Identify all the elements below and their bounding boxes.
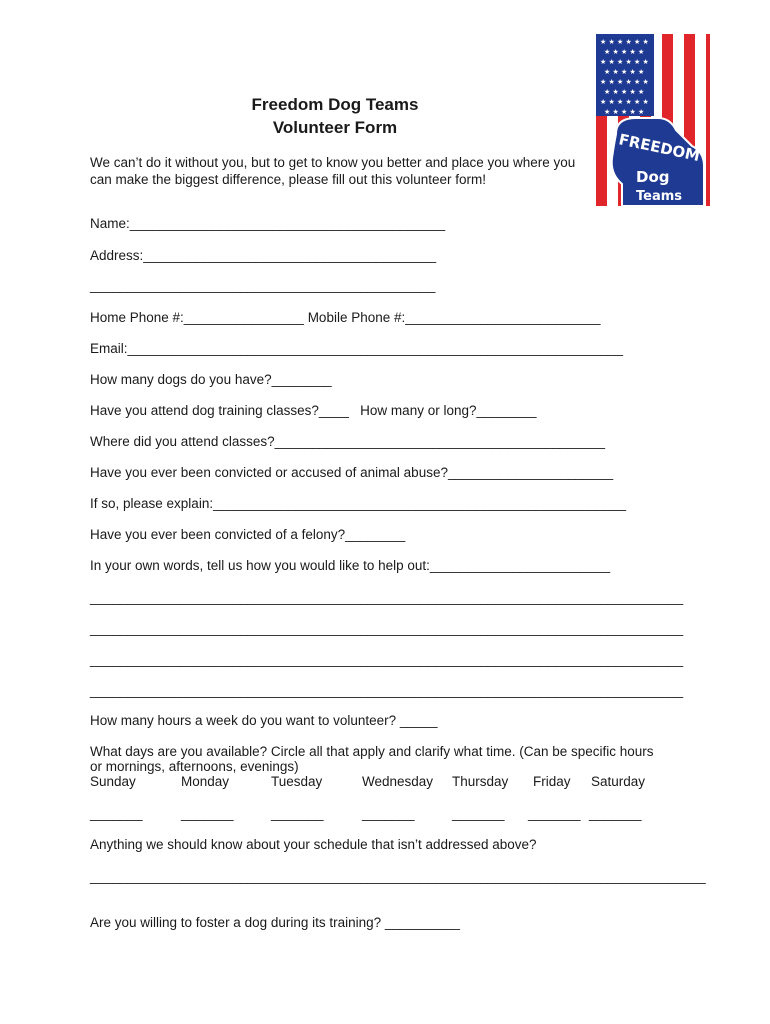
day-time-blank[interactable]: _______ <box>362 806 415 821</box>
schedule-answer-line[interactable]: __________________________________________________________________________________ <box>90 869 706 884</box>
day-monday[interactable]: Monday <box>181 774 230 789</box>
help-answer-line[interactable]: _______________________________________________________________________________ <box>90 621 684 636</box>
day-friday[interactable]: Friday <box>533 774 571 789</box>
dogs-count-field[interactable]: How many dogs do you have?________ <box>90 372 332 387</box>
day-thursday[interactable]: Thursday <box>452 774 509 789</box>
logo-text-dog: Dog <box>636 168 670 186</box>
day-time-blank[interactable]: _______ <box>528 806 581 821</box>
svg-text:★ ★ ★ ★ ★ ★: ★ ★ ★ ★ ★ ★ <box>600 78 649 86</box>
animal-abuse-field[interactable]: Have you ever been convicted or accused of animal abuse?______________________ <box>90 465 614 480</box>
help-answer-line[interactable]: _______________________________________________________________________________ <box>90 683 684 698</box>
address-field[interactable]: Address:_______________________________________ <box>90 248 437 263</box>
svg-text:★ ★ ★ ★ ★: ★ ★ ★ ★ ★ <box>604 88 645 96</box>
day-time-blank[interactable]: _______ <box>90 806 143 821</box>
help-answer-line[interactable]: _______________________________________________________________________________ <box>90 590 684 605</box>
day-saturday[interactable]: Saturday <box>591 774 646 789</box>
day-wednesday[interactable]: Wednesday <box>362 774 434 789</box>
help-out-field[interactable]: In your own words, tell us how you would like to help out:________________________ <box>90 558 611 573</box>
days-question-line1: What days are you available? Circle all that apply and clarify what time. (Can be specific hours <box>90 744 654 759</box>
page-subtitle: Volunteer Form <box>272 118 398 137</box>
felony-field[interactable]: Have you ever been convicted of a felony?________ <box>90 527 406 542</box>
day-time-blank[interactable]: _______ <box>589 806 642 821</box>
day-time-blank[interactable]: _______ <box>181 806 234 821</box>
logo-text-teams: Teams <box>636 189 683 204</box>
page-title: Freedom Dog Teams <box>251 95 419 114</box>
class-location-field[interactable]: Where did you attend classes?____________________________________________ <box>90 434 605 449</box>
day-sunday[interactable]: Sunday <box>90 774 136 789</box>
intro-text: We can’t do it without you, but to get to know you better and place you where you can make the biggest difference, please fill out this volunteer form! <box>90 155 576 187</box>
logo-text-freedom: FREEDOM <box>617 130 702 166</box>
day-time-blank[interactable]: _______ <box>271 806 324 821</box>
svg-text:★ ★ ★ ★ ★ ★: ★ ★ ★ ★ ★ ★ <box>600 38 649 46</box>
svg-text:★ ★ ★ ★ ★: ★ ★ ★ ★ ★ <box>604 68 645 76</box>
explain-field[interactable]: If so, please explain:_______________________________________________________ <box>90 496 627 511</box>
email-field[interactable]: Email:__________________________________________________________________ <box>90 341 624 356</box>
name-field[interactable]: Name:__________________________________________ <box>90 216 446 231</box>
svg-text:★ ★ ★ ★ ★ ★: ★ ★ ★ ★ ★ ★ <box>600 58 649 66</box>
days-question-line2: or mornings, afternoons, evenings) <box>90 759 299 774</box>
training-classes-field[interactable]: Have you attend dog training classes?____ How many or long?________ <box>90 403 537 418</box>
foster-field[interactable]: Are you willing to foster a dog during its training? __________ <box>90 915 460 930</box>
phone-fields[interactable]: Home Phone #:________________ Mobile Phone #:__________________________ <box>90 310 601 325</box>
svg-text:★ ★ ★ ★ ★: ★ ★ ★ ★ ★ <box>604 108 645 116</box>
day-tuesday[interactable]: Tuesday <box>271 774 323 789</box>
schedule-question: Anything we should know about your schedule that isn’t addressed above? <box>90 837 537 852</box>
svg-text:★ ★ ★ ★ ★ ★: ★ ★ ★ ★ ★ ★ <box>600 98 649 106</box>
day-time-blank[interactable]: _______ <box>452 806 505 821</box>
help-answer-line[interactable]: _______________________________________________________________________________ <box>90 652 684 667</box>
address-line-2-field[interactable]: ______________________________________________ <box>90 278 436 293</box>
svg-text:★ ★ ★ ★ ★: ★ ★ ★ ★ ★ <box>604 48 645 56</box>
hours-field[interactable]: How many hours a week do you want to volunteer? _____ <box>90 713 438 728</box>
